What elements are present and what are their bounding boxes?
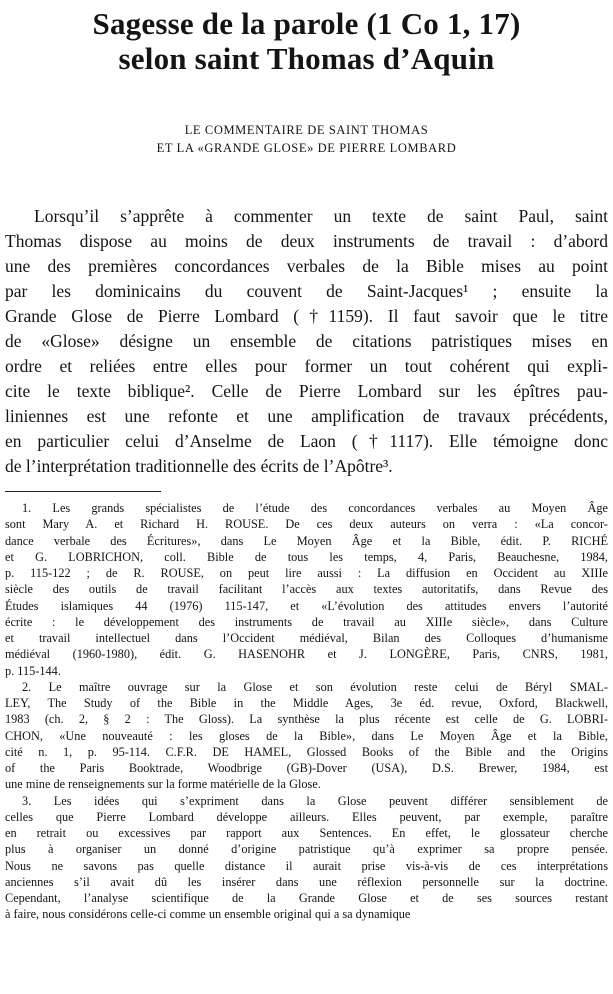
footnote-line: Études islamiques 44 (1976) 115-147, et «L’évolution des attitudes envers l’autorité: [5, 598, 608, 613]
section-heading-line-2: ET LA «GRANDE GLOSE» DE PIERRE LOMBARD: [156, 141, 457, 155]
footnote-line: une mine de renseignements sur la forme matérielle de la Glose.: [5, 777, 321, 792]
footnote-line: siècle des outils de travail facilitant l’accès aux textes autoritatifs, dans Revue des: [5, 582, 608, 597]
article-title-line-2: selon saint Thomas d’Aquin: [118, 41, 495, 76]
footnote-separator: [5, 491, 161, 492]
body-line: Thomas dispose au moins de deux instruments de travail : d’abord: [5, 231, 608, 251]
footnote-line: cité n. 1, p. 95-114. C.F.R. DE HAMEL, Glossed Books of the Bible and the Origins: [5, 744, 608, 759]
footnote-line: p. 115-122 ; de R. ROUSE, on peut lire aussi : La diffusion en Occident au XIIIe: [5, 566, 608, 580]
body-line: liniennes est une refonte et une amplification de travaux précédents,: [5, 406, 608, 426]
footnote-line: p. 115-144.: [5, 663, 61, 678]
footnote-line: Nous ne savons pas quelle distance il aurait prise vis-à-vis de ces interprétations: [5, 858, 608, 873]
section-heading-line-1: LE COMMENTAIRE DE SAINT THOMAS: [184, 123, 429, 137]
footnote-line: Cependant, l’analyse scientifique de la Grande Glose et de ses sources restant: [5, 891, 608, 905]
footnote-line: écrite : le développement des instruments de travail au XIIIe siècle», dans Culture: [5, 614, 608, 629]
footnote-line: anciennes s’il avait dû les insérer dans une réflexion personnelle sur la doctrine.: [5, 874, 608, 889]
footnote-line: et travail intellectuel dans l’Occident médiéval, Bilan des Colloques d’humanisme: [5, 631, 608, 645]
footnote-line: et G. LOBRICHON, coll. Bible de tous les temps, 4, Paris, Beauchesne, 1984,: [5, 549, 608, 564]
footnote-line: of the Paris Booktrade, Woodbrige (GB)-Dover (USA), D.S. Brewer, 1984, est: [5, 761, 608, 775]
footnote-line: en retrait ou excessives par rapport aux Sentences. En effet, le glossateur cherche: [5, 826, 608, 840]
footnote-line: 2. Le maître ouvrage sur la Glose et son évolution reste celui de Béryl SMAL-: [22, 679, 608, 694]
body-line: de «Glose» désigne un ensemble de citations patristiques mises en: [5, 331, 608, 351]
body-line: une des premières concordances verbales de la Bible mises au point: [5, 256, 608, 276]
footnote-line: 1983 (ch. 2, § 2 : The Gloss). La synthèse la plus récente est celle de G. LOBRI-: [5, 712, 608, 727]
body-line: en particulier celui d’Anselme de Laon (†1117). Elle témoigne donc: [5, 431, 608, 451]
body-line: de l’interprétation traditionnelle des écrits de l’Apôtre³.: [5, 456, 393, 476]
body-line: cite le texte biblique². Celle de Pierre Lombard sur les épîtres pau-: [5, 381, 608, 401]
body-line: Grande Glose de Pierre Lombard (†1159). Il faut savoir que le titre: [5, 306, 608, 326]
footnote-line: 1. Les grands spécialistes de l’étude des concordances verbales au Moyen Âge: [22, 501, 608, 515]
body-line: Lorsqu’il s’apprête à commenter un texte de saint Paul, saint: [34, 206, 608, 226]
footnote-line: LEY, The Study of the Bible in the Middle Ages, 3e éd. revue, Oxford, Blackwell,: [5, 696, 608, 710]
article-title-line-1: Sagesse de la parole (1 Co 1, 17): [92, 6, 521, 41]
footnote-line: sont Mary A. et Richard H. ROUSE. De ces deux auteurs on verra : «La concor-: [5, 517, 608, 532]
body-line: ordre et reliées entre elles pour former un tout cohérent qui expli-: [5, 356, 608, 376]
footnote-line: plus à organiser un donné d’origine patristique qu’à exprimer sa propre pensée.: [5, 842, 608, 857]
footnote-line: à faire, nous considérons celle-ci comme un ensemble original qui a sa dynamique: [5, 907, 411, 922]
footnote-line: celles que Pierre Lombard développe ailleurs. Elles peuvent, par exemple, paraître: [5, 809, 608, 824]
footnote-line: médiéval (1960-1980), édit. G. HASENOHR et J. LONGÈRE, Paris, CNRS, 1981,: [5, 647, 608, 662]
body-line: par les dominicains du couvent de Saint-Jacques¹ ; ensuite la: [5, 281, 608, 301]
footnote-line: dance verbale des Écritures», dans Le Moyen Âge et la Bible, édit. P. RICHÉ: [5, 533, 608, 548]
footnote-line: CHON, «Une nouveauté : les gloses de la Bible», dans Le Moyen Âge et la Bible,: [5, 728, 608, 743]
footnote-line: 3. Les idées qui s’expriment dans la Glose peuvent différer sensiblement de: [22, 793, 608, 808]
